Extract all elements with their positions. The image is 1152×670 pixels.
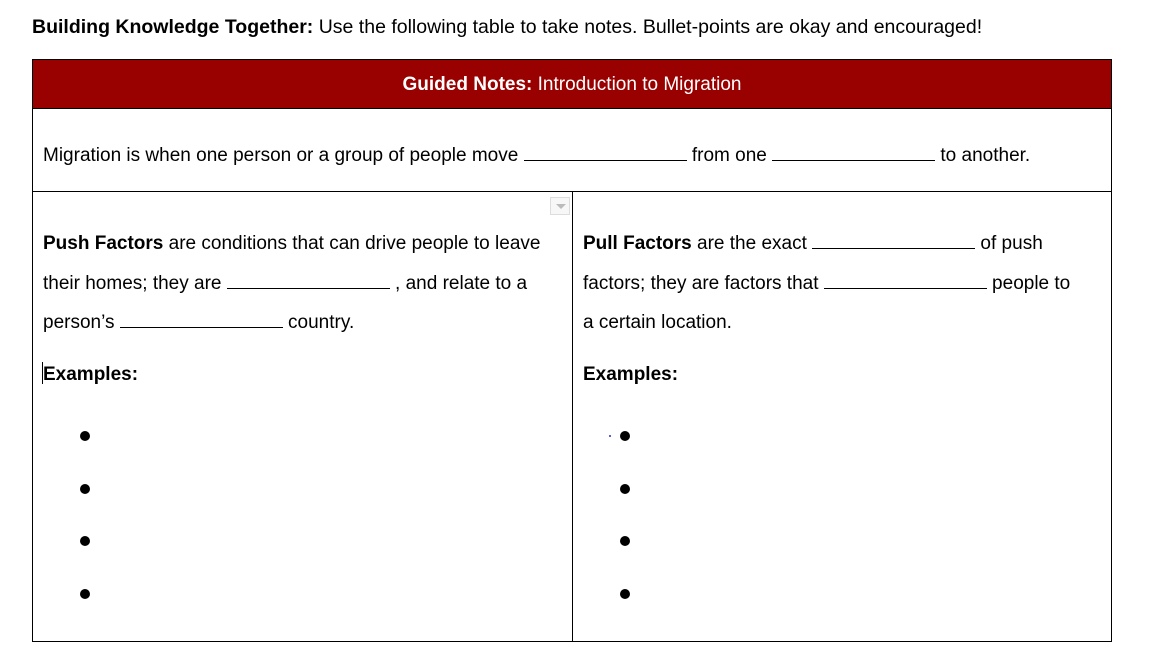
table-header [33,60,1111,109]
blank-line[interactable] [772,142,935,161]
pull-line-2a: factors; they are factors that [583,272,824,294]
stray-mark [609,435,611,437]
instructions-text: Use the following table to take notes. Bullet-points are okay and encouraged! [313,16,983,38]
bullet-point [80,431,90,441]
pull-examples-list[interactable] [573,192,1111,642]
push-factors-cell[interactable] [33,192,573,642]
pull-factors-term: Pull Factors [583,233,692,254]
push-line-3b: country. [282,312,355,333]
pull-line-3: a certain location. [583,312,732,333]
pull-factors-cell[interactable] [573,192,1111,642]
pull-line-1b: of push [975,233,1043,254]
push-line-2b: , and relate to a [389,272,528,294]
definition-part-1: Migration is when one person or a group of people move [43,145,524,166]
definition-row[interactable] [33,109,1111,192]
pull-examples-label: Examples: [583,364,679,385]
definition-part-3: to another. [935,145,1031,166]
push-line-3a: person’s [43,312,120,333]
push-examples-list[interactable] [33,192,572,642]
table-header-title: Introduction to Migration [532,74,742,95]
guided-notes-table [32,59,1112,642]
pull-line-1a: are the exact [691,233,813,254]
table-header-bold: Guided Notes: [402,74,533,95]
instructions-line [32,14,982,40]
push-line-1: are conditions that can drive people to leave [163,233,541,254]
bullet-point [80,484,90,494]
bullet-point [620,536,630,546]
bullet-point [620,431,630,441]
bullet-point [620,484,630,494]
push-examples-label: Examples: [43,364,139,385]
bullet-point [80,536,90,546]
push-line-2a: their homes; they are [43,272,227,294]
instructions-title: Building Knowledge Together: [32,16,314,38]
pull-line-2b: people to [986,272,1071,294]
push-factors-term: Push Factors [43,233,164,254]
definition-part-2: from one [686,145,773,166]
bullet-point [620,589,630,599]
blank-line[interactable] [524,142,687,161]
definition-sentence [43,142,1030,169]
bullet-point [80,589,90,599]
